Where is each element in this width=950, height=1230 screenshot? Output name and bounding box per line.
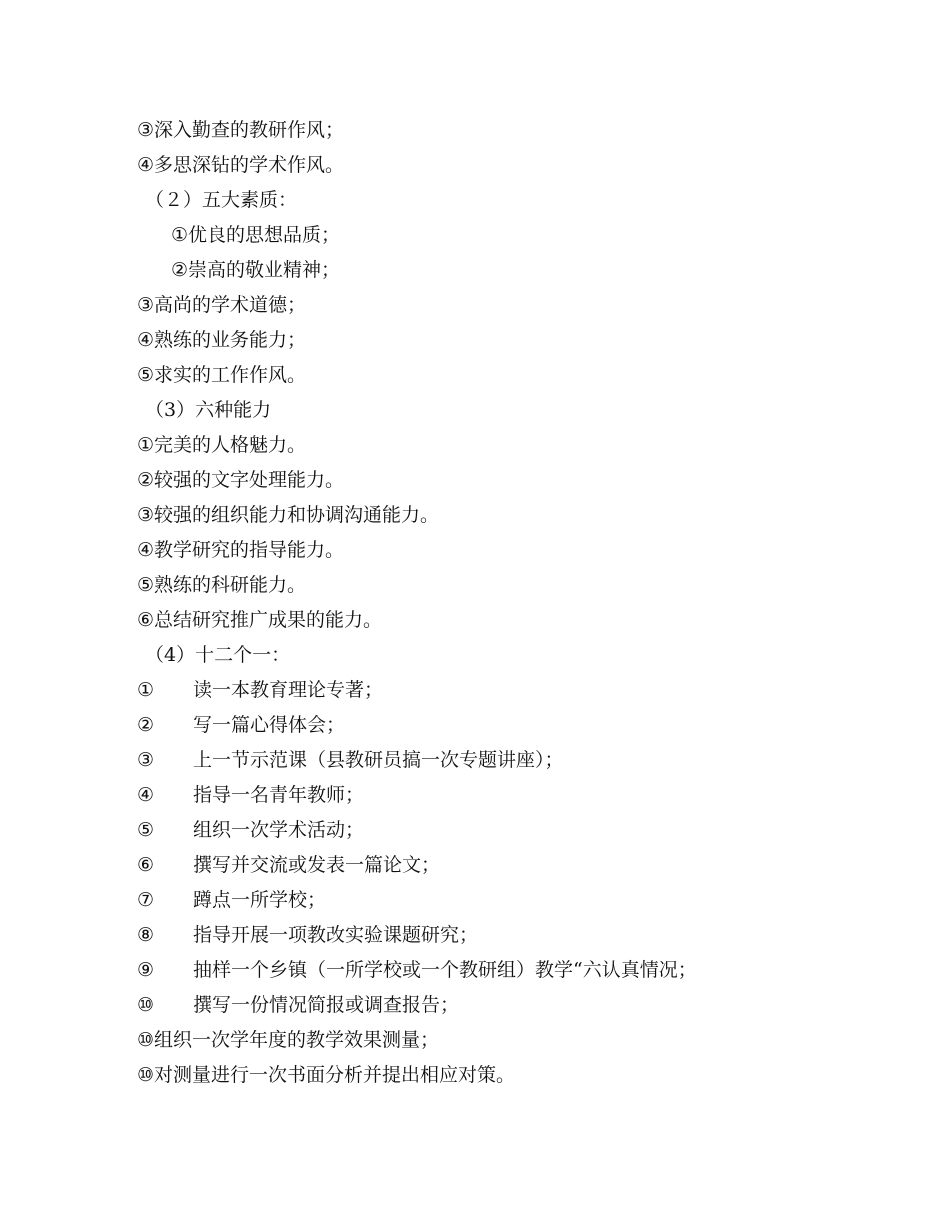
document-body [137, 113, 857, 1093]
list-text: 组织一次学术活动； [193, 819, 365, 841]
list-marker: ⑥ [137, 609, 155, 631]
list-text: 组织一次学年度的教学效果测量； [154, 1029, 440, 1051]
list-line [137, 568, 857, 603]
section-heading [137, 183, 857, 218]
list-text: 优良的思想品质； [188, 224, 341, 246]
list-line [137, 1058, 857, 1093]
list-text: 熟练的科研能力。 [154, 574, 307, 596]
section-heading-text: （3）六种能力 [145, 399, 272, 421]
list-line [137, 113, 857, 148]
list-line [137, 708, 857, 743]
list-text: 深入勤查的教研作风； [154, 119, 345, 141]
list-line [137, 323, 857, 358]
list-marker: ⑩ [137, 1064, 155, 1086]
list-text: 崇高的敬业精神； [188, 259, 341, 281]
list-text: 高尚的学术道德； [154, 294, 307, 316]
list-line [137, 148, 857, 183]
list-text: 总结研究推广成果的能力。 [154, 609, 383, 631]
list-marker: ① [171, 224, 189, 246]
list-text: 撰写一份情况简报或调查报告； [193, 994, 460, 1016]
list-line [137, 743, 857, 778]
list-marker: ② [137, 469, 155, 491]
list-marker: ⑩ [137, 1029, 155, 1051]
list-line [137, 358, 857, 393]
list-text: 较强的组织能力和协调沟通能力。 [154, 504, 440, 526]
list-text: 指导一名青年教师； [193, 784, 365, 806]
list-line [137, 218, 857, 253]
list-text: 对测量进行一次书面分析并提出相应对策。 [154, 1064, 516, 1086]
list-text: 求实的工作作风。 [154, 364, 307, 386]
list-marker: ⑦ [137, 889, 155, 911]
list-marker: ⑧ [137, 924, 155, 946]
section-heading [137, 638, 857, 673]
section-heading-text: （4）十二个一： [145, 644, 291, 666]
list-line [137, 463, 857, 498]
list-line [137, 603, 857, 638]
list-line [137, 533, 857, 568]
list-marker: ④ [137, 784, 155, 806]
list-marker: ④ [137, 539, 155, 561]
list-marker: ⑤ [137, 364, 155, 386]
list-line [137, 918, 857, 953]
list-text: 教学研究的指导能力。 [154, 539, 345, 561]
list-marker: ④ [137, 329, 155, 351]
list-line [137, 778, 857, 813]
list-text: 多思深钻的学术作风。 [154, 154, 345, 176]
list-marker: ③ [137, 749, 155, 771]
list-line [137, 953, 857, 988]
list-marker: ③ [137, 119, 155, 141]
list-marker: ⑤ [137, 819, 155, 841]
list-line [137, 813, 857, 848]
list-text: 较强的文字处理能力。 [154, 469, 345, 491]
list-marker: ① [137, 679, 155, 701]
list-marker: ⑩ [137, 994, 155, 1016]
list-text: 抽样一个乡镇（一所学校或一个教研组）教学“六认真情况； [193, 959, 697, 981]
section-heading [137, 393, 857, 428]
list-text: 写一篇心得体会； [193, 714, 346, 736]
list-line [137, 498, 857, 533]
list-marker: ⑨ [137, 959, 155, 981]
list-text: 撰写并交流或发表一篇论文； [193, 854, 441, 876]
list-text: 蹲点一所学校； [193, 889, 327, 911]
list-marker: ③ [137, 294, 155, 316]
list-line [137, 673, 857, 708]
list-line [137, 253, 857, 288]
list-line [137, 848, 857, 883]
list-line [137, 1023, 857, 1058]
list-text: 读一本教育理论专著； [193, 679, 384, 701]
list-marker: ② [171, 259, 189, 281]
list-text: 上一节示范课（县教研员搞一次专题讲座）； [193, 749, 564, 771]
list-text: 熟练的业务能力； [154, 329, 307, 351]
list-line [137, 988, 857, 1023]
list-marker: ⑥ [137, 854, 155, 876]
list-marker: ④ [137, 154, 155, 176]
list-line [137, 883, 857, 918]
section-heading-text: （２）五大素质： [145, 189, 298, 211]
list-marker: ⑤ [137, 574, 155, 596]
list-text: 完美的人格魅力。 [154, 434, 307, 456]
list-line [137, 288, 857, 323]
list-marker: ① [137, 434, 155, 456]
list-marker: ② [137, 714, 155, 736]
list-line [137, 428, 857, 463]
list-marker: ③ [137, 504, 155, 526]
list-text: 指导开展一项教改实验课题研究； [193, 924, 479, 946]
